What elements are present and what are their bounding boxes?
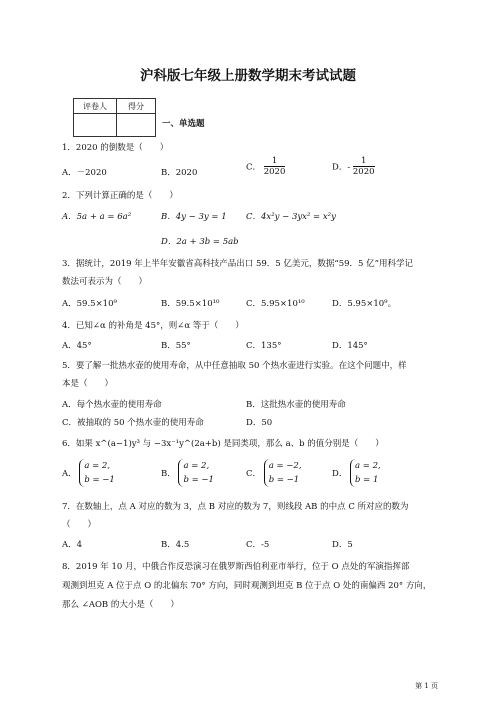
q4-option-a: A．45° <box>62 341 92 351</box>
q6-option-a-label: A． <box>62 469 77 479</box>
q3-option-b: B．59.5×10¹⁰ <box>161 299 220 309</box>
q1-option-a: A．－2020 <box>62 168 107 178</box>
score-header: 得分 <box>117 99 156 114</box>
q1-option-d-label: D．- <box>332 162 351 173</box>
q7-option-d: D．5 <box>332 540 353 550</box>
q5-stem-line2: 本是（ ） <box>62 379 114 389</box>
q6-d-eq2: b = 1 <box>355 475 379 485</box>
q7-option-b: B．4.5 <box>161 540 190 550</box>
q6-option-d <box>332 459 381 487</box>
q4-option-d: D．145° <box>332 341 368 351</box>
q1-option-c-label: C． <box>246 162 262 173</box>
grader-header: 评卷人 <box>74 99 117 114</box>
page-number: 第 1 页 <box>415 682 438 690</box>
q4-stem: 4．已知∠α 的补角是 45°，则∠α 等于（ ） <box>62 321 244 331</box>
q4-option-b: B．55° <box>161 341 191 351</box>
q6-option-a <box>62 459 115 487</box>
q6-option-b-system <box>178 459 214 487</box>
q8-stem-line1: 8．2019 年 10 月，中俄合作反恐演习在俄罗斯西伯利亚市举行，位于 O 点处的军演指挥部 <box>62 562 410 572</box>
q3-option-c: C．5.95×10¹⁰ <box>246 299 305 309</box>
q1-option-d <box>332 156 375 177</box>
q6-option-d-system <box>350 459 381 487</box>
q5-stem-line1: 5．要了解一批热水壶的使用寿命，从中任意抽取 50 个热水壶进行实验。在这个问题中，样 <box>62 361 407 371</box>
q6-option-c <box>246 459 302 487</box>
q1-c-numerator: 1 <box>264 156 286 167</box>
q1-stem: 1．2020 的倒数是（ ） <box>62 143 169 153</box>
score-cell <box>117 114 156 137</box>
q6-option-c-system <box>264 459 302 487</box>
q3-option-a: A．59.5×10⁹ <box>62 299 117 309</box>
q7-option-a: A．4 <box>62 540 83 550</box>
q6-a-eq2: b = −1 <box>84 475 115 485</box>
section-heading: 一、单选题 <box>162 119 205 129</box>
q1-option-b: B．2020 <box>161 168 198 178</box>
q1-option-d-fraction <box>353 156 375 177</box>
q2-option-d: D．2a + 3b = 5ab <box>161 237 239 247</box>
q1-d-numerator: 1 <box>353 156 375 167</box>
q6-stem: 6．如果 x^(a−1)y³ 与 −3x⁻¹y^(2a+b) 是同类项，那么 a、b 的值分别是（ ） <box>62 439 384 449</box>
q5-option-a: A．每个热水壶的使用寿命 <box>62 400 162 410</box>
q2-option-b: B．4y − 3y = 1 <box>161 212 227 222</box>
q2-option-c: C．4x²y − 3yx² = x²y <box>246 212 336 222</box>
q6-c-eq1: a = −2, <box>268 461 302 471</box>
q3-stem-line1: 3．据统计，2019 年上半年安徽省高科技产品出口 59．5 亿美元，数据“59．5 亿”用科学记 <box>62 259 413 269</box>
q2-stem: 2．下列计算正确的是（ ） <box>62 191 178 201</box>
q1-d-denominator: 2020 <box>352 167 375 177</box>
q5-option-c: C．被抽取的 50 个热水壶的使用寿命 <box>62 418 204 428</box>
grader-cell <box>74 114 117 137</box>
q7-option-c: C．-5 <box>246 540 270 550</box>
q3-option-d: D．5.95×10⁹。 <box>332 299 397 309</box>
q4-option-c: C．135° <box>246 341 282 351</box>
q6-option-a-system <box>79 459 115 487</box>
q7-stem-line1: 7．在数轴上，点 A 对应的数为 3，点 B 对应的数为 7，则线段 AB 的中点 C 所对应的数为 <box>62 502 409 512</box>
q6-option-d-label: D． <box>332 469 348 479</box>
q6-option-b <box>161 459 214 487</box>
q6-option-b-label: B． <box>161 469 176 479</box>
q3-stem-line2: 数法可表示为（ ） <box>62 277 148 287</box>
q1-option-c-fraction <box>264 156 286 177</box>
page-title: 沪科版七年级上册数学期末考试试题 <box>140 68 356 84</box>
q6-c-eq2: b = −1 <box>268 475 300 485</box>
q1-c-denominator: 2020 <box>263 167 286 177</box>
q6-option-c-label: C． <box>246 469 262 479</box>
q5-option-b: B．这批热水壶的使用寿命 <box>246 400 346 410</box>
q6-b-eq1: a = 2, <box>183 461 210 471</box>
q2-option-a: A．5a + a = 6a² <box>62 212 132 222</box>
score-table <box>73 98 156 137</box>
q7-stem-line2: （ ） <box>62 520 97 530</box>
q5-option-d: D．50 <box>246 418 273 428</box>
q1-option-c <box>246 156 285 177</box>
q8-stem-line2: 观测到坦克 A 位于点 O 的北偏东 70° 方向，同时观测到坦克 B 位于点 O 处的南偏西 20° 方向， <box>62 581 432 591</box>
q8-stem-line3: 那么 ∠AOB 的大小是（ ） <box>62 600 179 610</box>
q6-b-eq2: b = −1 <box>183 475 214 485</box>
q6-a-eq1: a = 2, <box>84 461 111 471</box>
q6-d-eq1: a = 2, <box>355 461 381 471</box>
